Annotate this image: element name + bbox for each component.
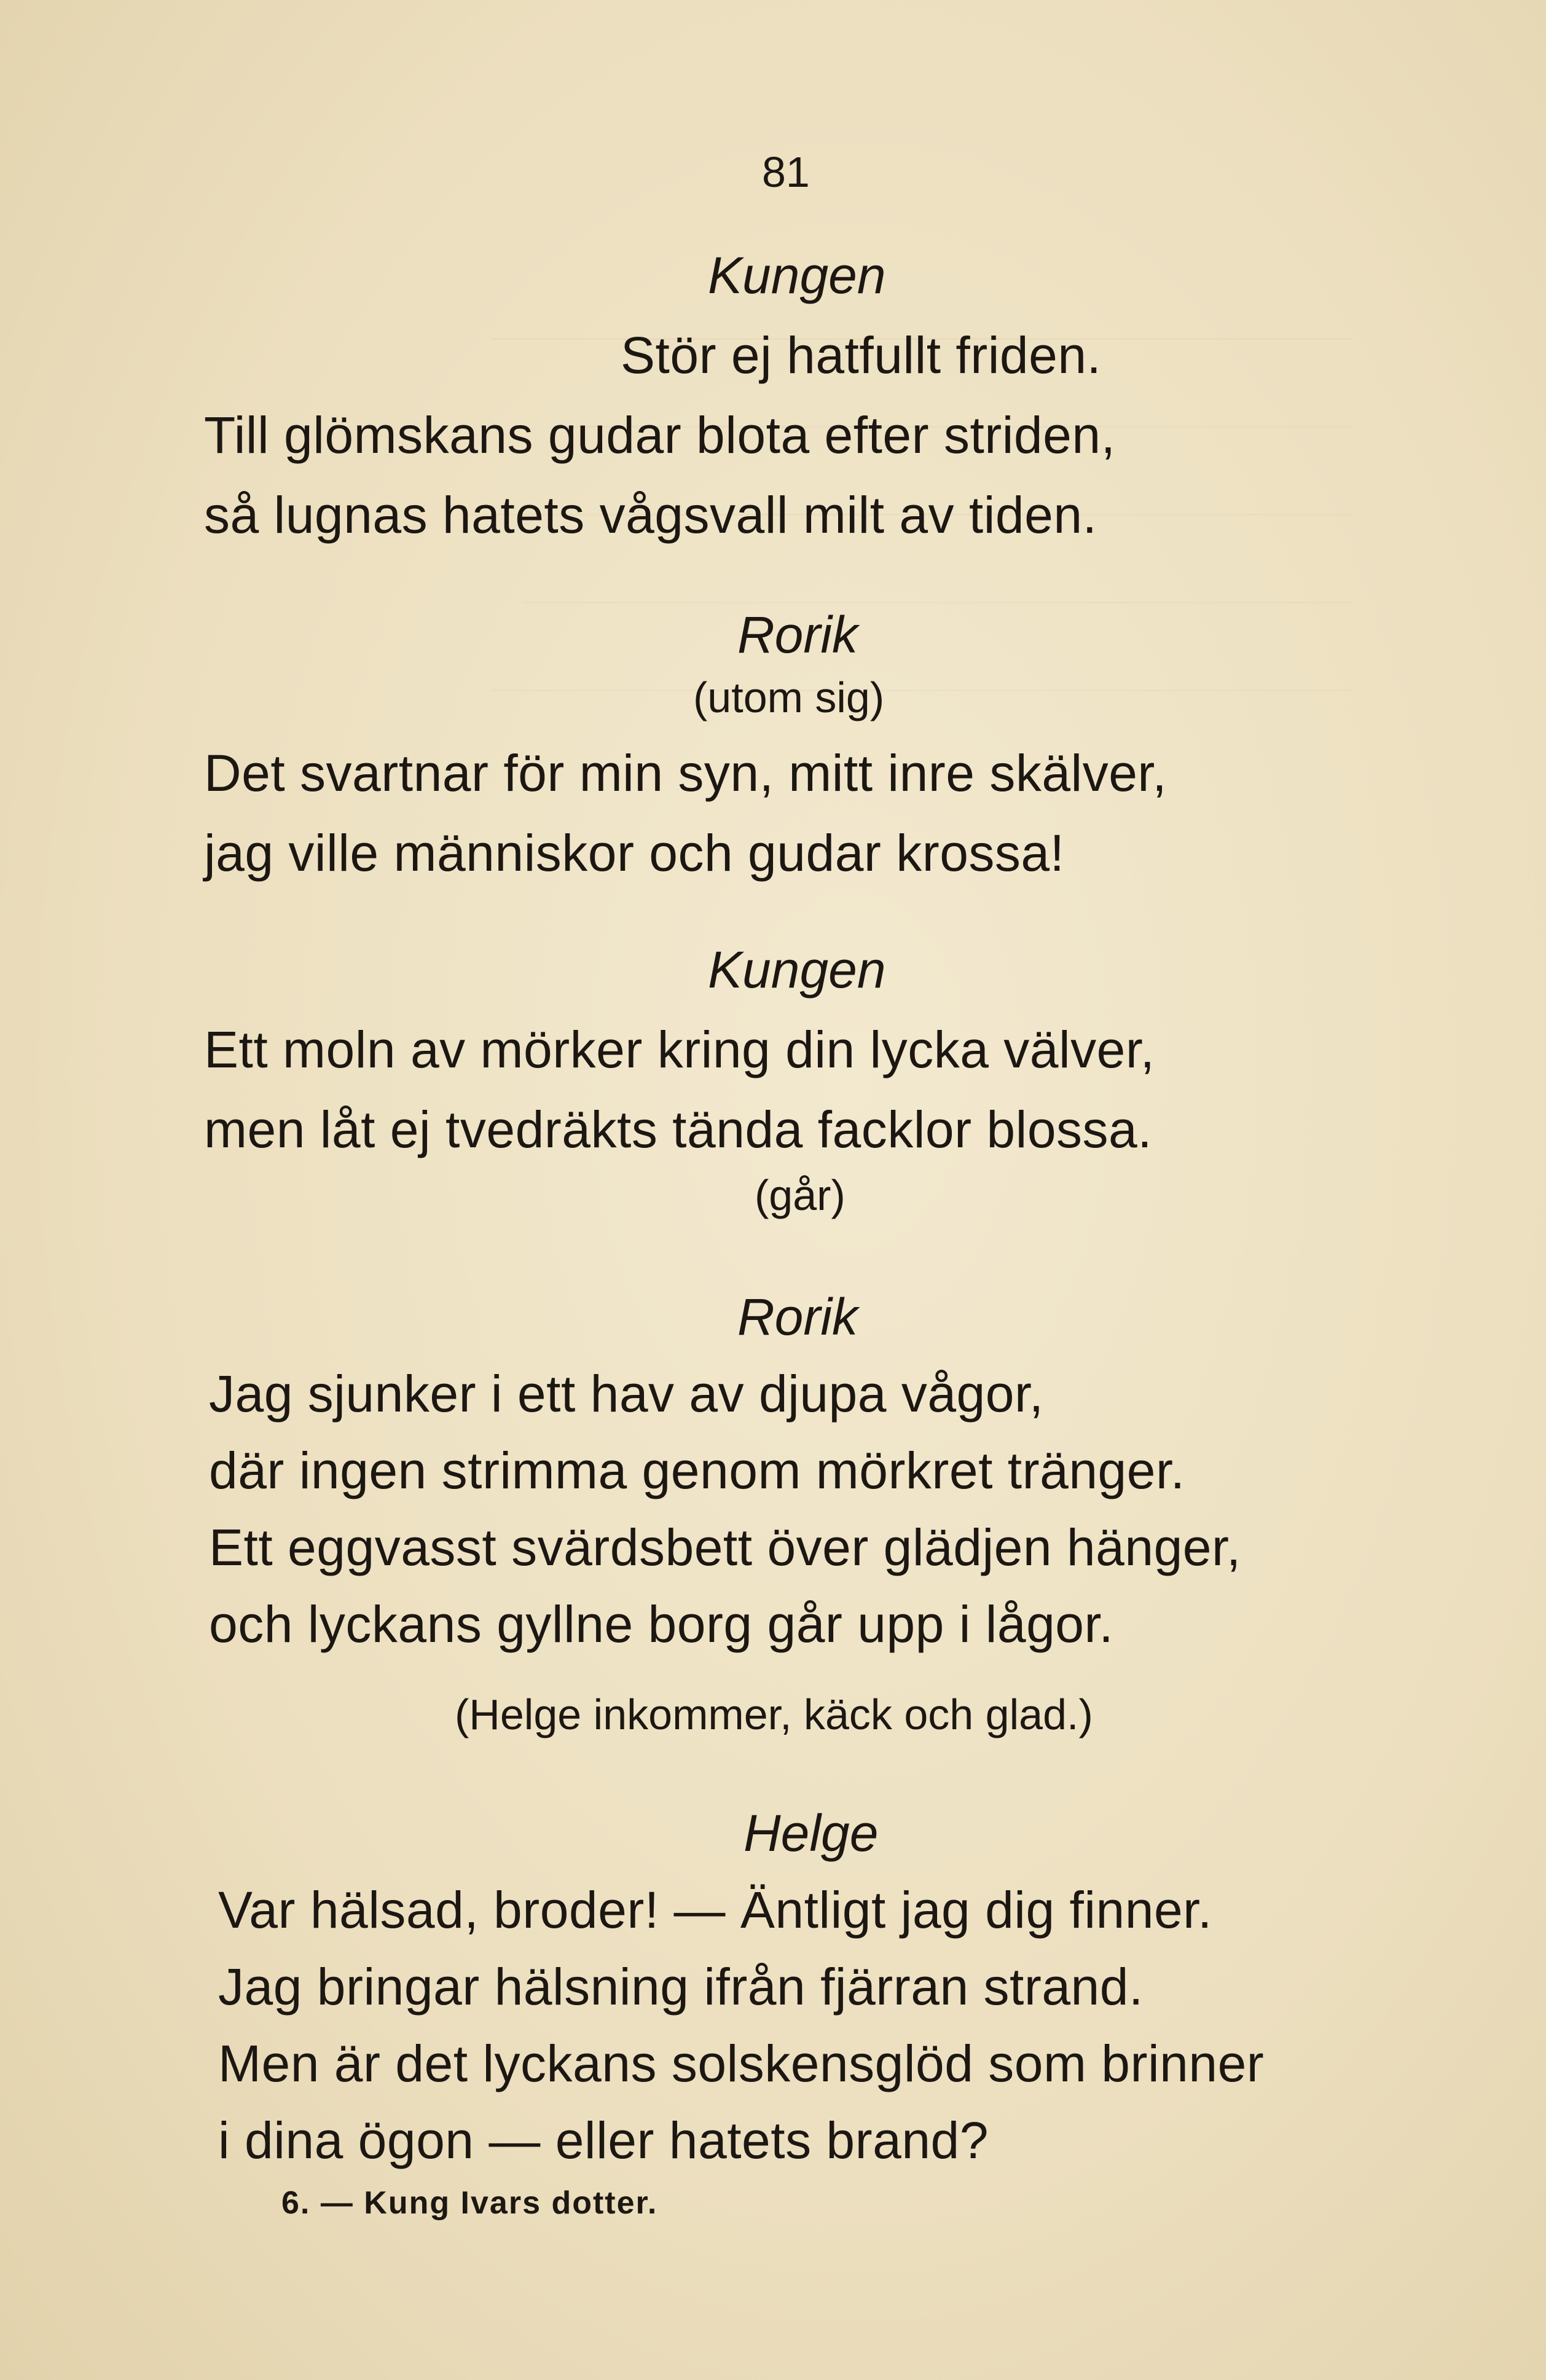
- verse-line: Stör ej hatfullt friden.: [621, 326, 1102, 384]
- stage-direction: (Helge inkommer, käck och glad.): [455, 1691, 1093, 1738]
- verse-line: så lugnas hatets vågsvall milt av tiden.: [204, 486, 1097, 544]
- verse-line: jag ville människor och gudar krossa!: [204, 824, 1065, 882]
- speaker-name: Rorik: [737, 1288, 858, 1346]
- verse-line: i dina ögon — eller hatets brand?: [218, 2111, 989, 2169]
- verse-line: Var hälsad, broder! — Äntligt jag dig finner.: [218, 1881, 1212, 1939]
- speaker-name: Rorik: [737, 606, 858, 664]
- verse-line: Ett eggvasst svärdsbett över glädjen hänger,: [209, 1518, 1241, 1576]
- verse-line: Till glömskans gudar blota efter striden,: [204, 406, 1116, 464]
- page-number: 81: [762, 148, 810, 196]
- verse-line: där ingen strimma genom mörkret tränger.: [209, 1442, 1185, 1499]
- verse-line: Det svartnar för min syn, mitt inre skälver,: [204, 744, 1167, 802]
- verse-line: och lyckans gyllne borg går upp i lågor.: [209, 1595, 1114, 1653]
- verse-line: Men är det lyckans solskensglöd som brinner: [218, 2035, 1265, 2092]
- speaker-name: Kungen: [708, 246, 886, 304]
- stage-direction: (går): [755, 1171, 846, 1219]
- speaker-name: Helge: [744, 1804, 879, 1862]
- speaker-name: Kungen: [708, 941, 886, 999]
- verse-line: Jag sjunker i ett hav av djupa vågor,: [209, 1365, 1044, 1423]
- verse-line: men låt ej tvedräkts tända facklor blossa.: [204, 1101, 1153, 1158]
- verse-line: Jag bringar hälsning ifrån fjärran strand.: [218, 1958, 1144, 2016]
- stage-direction: (utom sig): [693, 674, 885, 721]
- signature-footer: 6. — Kung Ivars dotter.: [281, 2185, 658, 2221]
- verse-line: Ett moln av mörker kring din lycka välver,: [204, 1021, 1155, 1078]
